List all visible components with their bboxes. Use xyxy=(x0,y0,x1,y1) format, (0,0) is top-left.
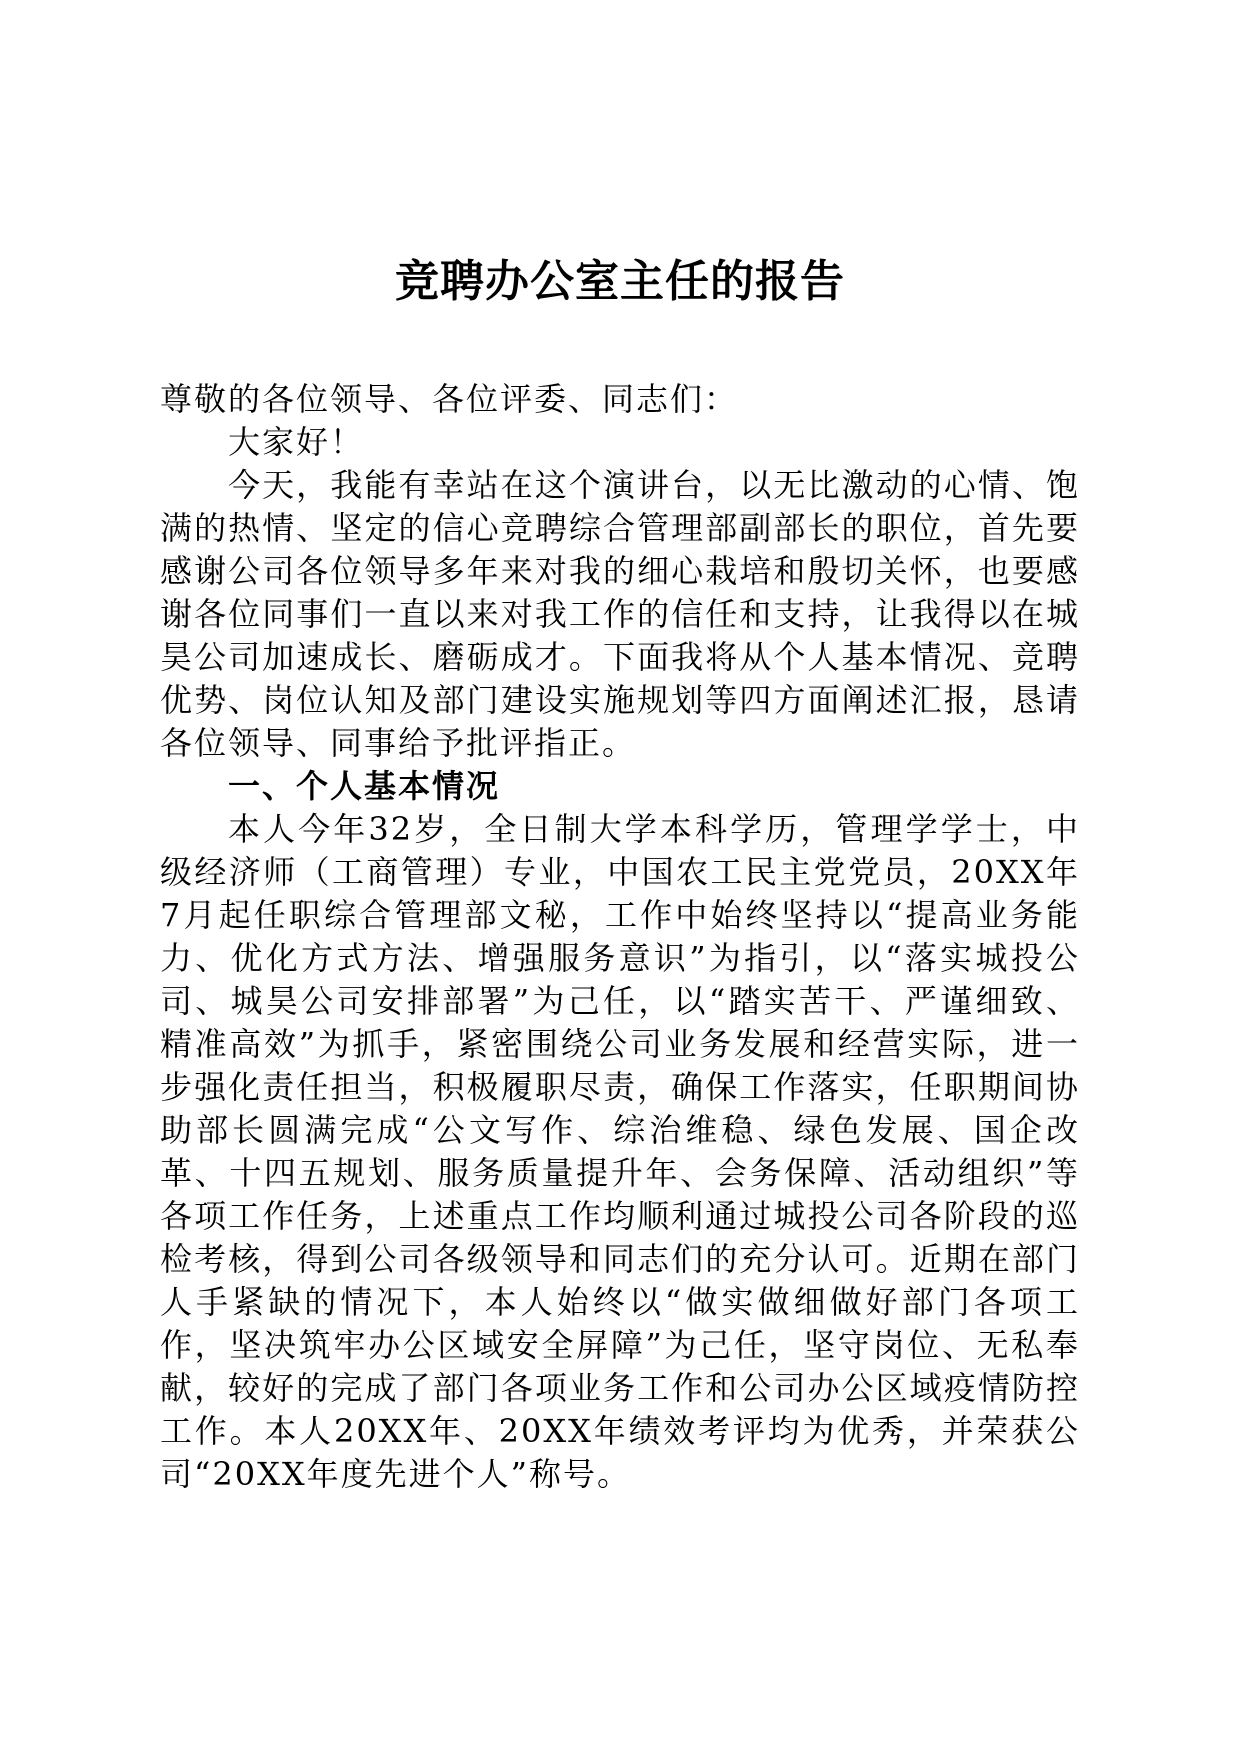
section-heading-personal-info: 一、个人基本情况 xyxy=(228,767,501,805)
salutation: 尊敬的各位领导、各位评委、同志们： xyxy=(160,380,739,418)
document-title: 竞聘办公室主任的报告 xyxy=(395,256,845,307)
intro-paragraph: 今天，我能有幸站在这个演讲台，以无比激动的心情、饱满的热情、坚定的信心竞聘综合管理部副部长的职位，首先要感谢公司各位领导多年来对我的细心栽培和殷切关怀，也要感谢各位同事们一直以来对我工作的信任和支持，让我得以在城昊公司加速成长、磨砺成才。下面我将从个人基本情况、竞聘优势、岗位认知及部门建设实施规划等四方面阐述汇报，恳请各位领导、同事给予批评指正。 xyxy=(160,466,1080,762)
greeting: 大家好！ xyxy=(228,423,365,461)
document-body xyxy=(160,378,1080,1496)
section-paragraph-personal-info: 本人今年32岁，全日制大学本科学历，管理学学士，中级经济师（工商管理）专业，中国农工民主党党员，20XX年7月起任职综合管理部文秘，工作中始终坚持以“提高业务能力、优化方式方法、增强服务意识”为指引，以“落实城投公司、城昊公司安排部署”为己任，以“踏实苦干、严谨细致、精准高效”为抓手，紧密围绕公司业务发展和经营实际，进一步强化责任担当，积极履职尽责，确保工作落实，任职期间协助部长圆满完成“公文写作、综治维稳、绿色发展、国企改革、十四五规划、服务质量提升年、会务保障、活动组织”等各项工作任务，上述重点工作均顺利通过城投公司各阶段的巡检考核，得到公司各级领导和同志们的充分认可。近期在部门人手紧缺的情况下，本人始终以“做实做细做好部门各项工作，坚决筑牢办公区域安全屏障”为己任，坚守岗位、无私奉献，较好的完成了部门各项业务工作和公司办公区域疫情防控工作。本人20XX年、20XX年绩效考评均为优秀，并荣获公司“20XX年度先进个人”称号。 xyxy=(160,810,1080,1493)
